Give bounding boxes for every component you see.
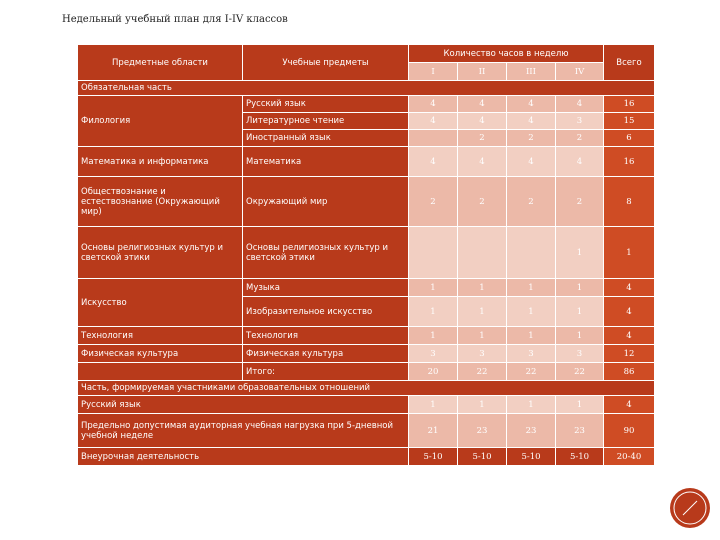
area-cell: Искусство (78, 279, 243, 327)
total-cell: 4 (604, 327, 655, 345)
table-row (78, 279, 655, 297)
value-cell: 1 (458, 297, 507, 327)
value-cell: 3 (556, 345, 604, 363)
total-cell: 4 (604, 396, 655, 414)
total-cell: 8 (604, 177, 655, 227)
subject-cell: Основы религиозных культур и светской этики (243, 227, 409, 279)
page-title: Недельный учебный план для I-IV классов (62, 14, 288, 25)
value-cell: 1 (507, 279, 556, 297)
total-cell: 4 (604, 297, 655, 327)
value-cell (458, 227, 507, 279)
value-cell: 2 (458, 177, 507, 227)
value-cell: 1 (507, 327, 556, 345)
value-cell: 4 (409, 113, 458, 130)
value-cell: 1 (458, 279, 507, 297)
grade-header: II (458, 63, 507, 81)
value-cell (409, 227, 458, 279)
table-row (78, 147, 655, 177)
table-row (78, 96, 655, 113)
value-cell: 1 (556, 227, 604, 279)
value-cell: 23 (458, 414, 507, 448)
value-cell: 4 (458, 96, 507, 113)
value-cell: 1 (556, 297, 604, 327)
total-cell: 1 (604, 227, 655, 279)
curriculum-table (77, 44, 655, 466)
subject-cell: Изобразительное искусство (243, 297, 409, 327)
value-cell: 1 (507, 396, 556, 414)
grade-header: IV (556, 63, 604, 81)
value-cell: 3 (556, 113, 604, 130)
value-cell: 4 (556, 147, 604, 177)
decorative-circle-icon (669, 487, 711, 529)
table-row (78, 177, 655, 227)
value-cell: 1 (507, 297, 556, 327)
table-row (78, 363, 655, 381)
total-cell: 15 (604, 113, 655, 130)
value-cell: 1 (409, 396, 458, 414)
area-cell: Технология (78, 327, 243, 345)
table-row (78, 414, 655, 448)
total-cell: 16 (604, 147, 655, 177)
value-cell: 22 (458, 363, 507, 381)
area-cell: Физическая культура (78, 345, 243, 363)
value-cell: 5-10 (556, 448, 604, 466)
area-cell: Математика и информатика (78, 147, 243, 177)
subject-cell: Окружающий мир (243, 177, 409, 227)
total-column-header: Всего (604, 45, 655, 81)
value-cell: 4 (458, 147, 507, 177)
value-cell: 2 (409, 177, 458, 227)
value-cell: 22 (556, 363, 604, 381)
value-cell: 4 (507, 96, 556, 113)
value-cell: 3 (507, 345, 556, 363)
value-cell: 1 (409, 327, 458, 345)
value-cell: 1 (458, 396, 507, 414)
hours-column-header: Количество часов в неделю (409, 45, 604, 63)
value-cell: 2 (507, 130, 556, 147)
value-cell: 1 (458, 327, 507, 345)
grade-header: III (507, 63, 556, 81)
value-cell: 1 (556, 327, 604, 345)
value-cell: 5-10 (458, 448, 507, 466)
value-cell (507, 227, 556, 279)
extra-label: Русский язык (78, 396, 409, 414)
area-cell: Основы религиозных культур и светской этики (78, 227, 243, 279)
value-cell: 4 (458, 113, 507, 130)
subject-cell: Технология (243, 327, 409, 345)
extra-label: Предельно допустимая аудиторная учебная нагрузка при 5-дневной учебной неделе (78, 414, 409, 448)
value-cell: 5-10 (409, 448, 458, 466)
area-cell: Обществознание и естествознание (Окружающий мир) (78, 177, 243, 227)
total-cell: 20-40 (604, 448, 655, 466)
value-cell: 4 (507, 113, 556, 130)
value-cell: 20 (409, 363, 458, 381)
table-row (78, 227, 655, 279)
value-cell: 3 (409, 345, 458, 363)
total-cell: 12 (604, 345, 655, 363)
total-cell: 6 (604, 130, 655, 147)
value-cell: 21 (409, 414, 458, 448)
value-cell: 4 (409, 96, 458, 113)
table-row (78, 345, 655, 363)
section-mandatory: Обязательная часть (78, 81, 655, 96)
subject-column-header: Учебные предметы (243, 45, 409, 81)
value-cell: 1 (556, 279, 604, 297)
value-cell (409, 130, 458, 147)
value-cell: 5-10 (507, 448, 556, 466)
value-cell: 2 (458, 130, 507, 147)
subject-cell: Иностранный язык (243, 130, 409, 147)
area-column-header: Предметные области (78, 45, 243, 81)
total-cell: 16 (604, 96, 655, 113)
value-cell: 1 (409, 297, 458, 327)
empty-cell (78, 363, 243, 381)
total-cell: 86 (604, 363, 655, 381)
subject-cell: Литературное чтение (243, 113, 409, 130)
value-cell: 2 (507, 177, 556, 227)
value-cell: 1 (556, 396, 604, 414)
extra-label: Внеурочная деятельность (78, 448, 409, 466)
subject-cell: Физическая культура (243, 345, 409, 363)
value-cell: 2 (556, 130, 604, 147)
total-label: Итого: (243, 363, 409, 381)
value-cell: 4 (409, 147, 458, 177)
value-cell: 23 (556, 414, 604, 448)
value-cell: 2 (556, 177, 604, 227)
table-row (78, 396, 655, 414)
subject-cell: Математика (243, 147, 409, 177)
value-cell: 22 (507, 363, 556, 381)
value-cell: 23 (507, 414, 556, 448)
subject-cell: Музыка (243, 279, 409, 297)
subject-cell: Русский язык (243, 96, 409, 113)
table-row (78, 327, 655, 345)
total-cell: 4 (604, 279, 655, 297)
value-cell: 4 (556, 96, 604, 113)
value-cell: 4 (507, 147, 556, 177)
total-cell: 90 (604, 414, 655, 448)
area-cell: Филология (78, 96, 243, 147)
value-cell: 3 (458, 345, 507, 363)
table-row (78, 448, 655, 466)
section-formed: Часть, формируемая участниками образовательных отношений (78, 381, 655, 396)
value-cell: 1 (409, 279, 458, 297)
grade-header: I (409, 63, 458, 81)
